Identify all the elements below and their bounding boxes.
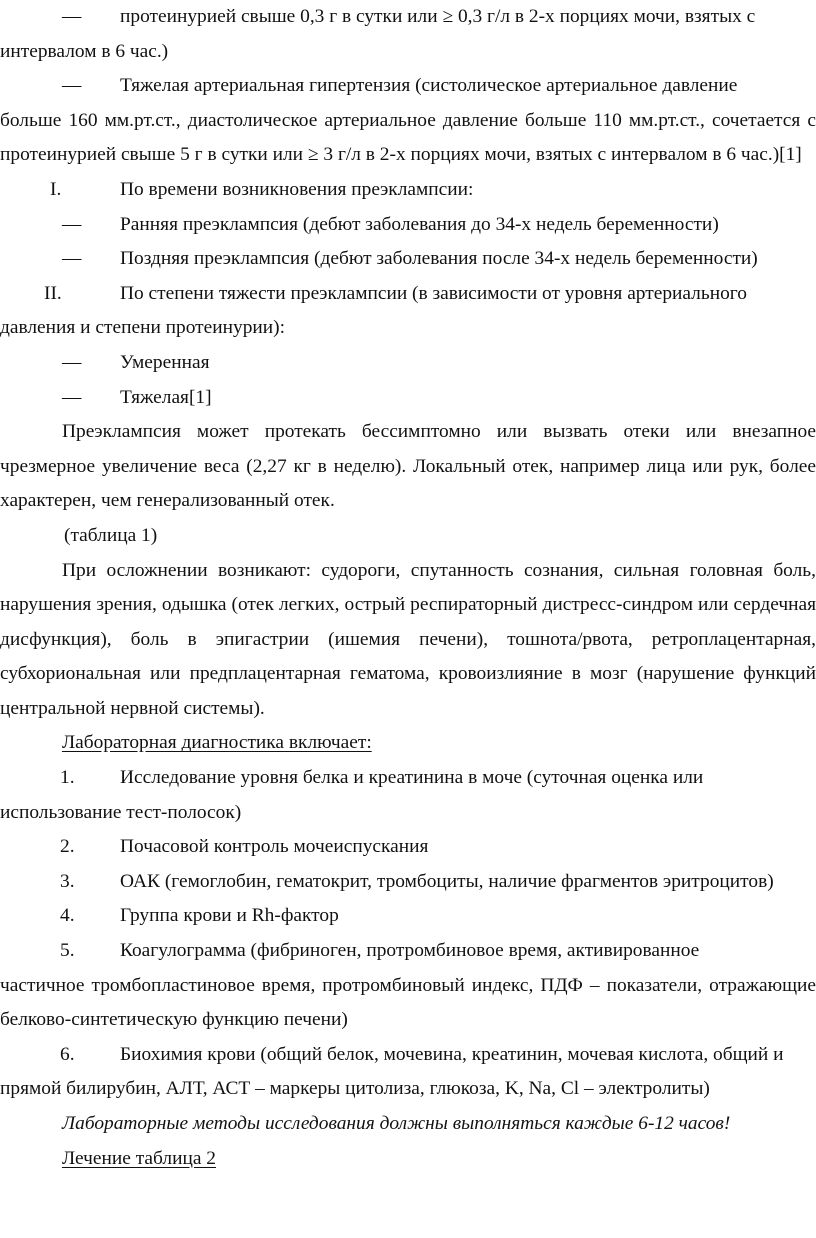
list-item-text: Почасовой контроль мочеиспускания xyxy=(120,836,429,858)
list-item-text: ОАК (гемоглобин, гематокрит, тромбоциты, наличие фрагментов эритроцитов) xyxy=(120,870,774,892)
dash-list-item xyxy=(0,242,816,277)
list-item-text: Тяжелая артериальная гипертензия (систолическое артериальное давление xyxy=(120,75,738,97)
list-item-text: Группа крови и Rh-фактор xyxy=(120,905,339,927)
number-marker: 4. xyxy=(60,905,75,927)
dash-list-item xyxy=(0,346,816,381)
lab-list-item xyxy=(0,899,816,934)
list-item-text: Умеренная xyxy=(120,351,210,373)
list-item-text: Биохимия крови (общий белок, мочевина, креатинин, мочевая кислота, общий и xyxy=(120,1043,784,1065)
dash-marker: — xyxy=(62,213,82,235)
dash-list-item xyxy=(0,69,816,104)
list-item-continuation: частичное тромбопластиновое время, протромбиновый индекс, ПДФ – показатели, отражающие белково-синтетическую функцию печени) xyxy=(0,974,816,1031)
roman-marker: I. xyxy=(50,178,62,200)
lab-list-item xyxy=(0,830,816,865)
table-reference: (таблица 1) xyxy=(64,524,158,546)
lab-note: Лабораторные методы исследования должны выполняться каждые 6-12 часов! xyxy=(62,1113,731,1134)
list-item-text: Ранняя преэклампсия (дебют заболевания до 34-х недель беременности) xyxy=(120,213,719,235)
treatment-heading xyxy=(0,1142,816,1177)
roman-marker: II. xyxy=(44,282,62,304)
number-marker: 2. xyxy=(60,836,75,858)
list-item-text: Тяжелая[1] xyxy=(120,386,212,408)
list-item-text: Исследование уровня белка и креатинина в моче (суточная оценка или xyxy=(120,767,704,789)
lab-list-item xyxy=(0,934,816,969)
lab-list-item xyxy=(0,865,816,900)
paragraph-complications: При осложнении возникают: судороги, спутанность сознания, сильная головная боль, нарушения зрения, одышка (отек легких, острый респираторный дистресс-синдром или сердечная дисфункция), боль в эпигастрии (ишемия печени), тошнота/рвота, ретроплацентарная, субхориональная или предплацентарная гематома, кровоизлияние в мозг (нарушение функций центральной нервной системы). xyxy=(0,559,816,719)
lab-list-item xyxy=(0,761,816,796)
roman-list-item xyxy=(0,173,816,208)
list-item-continuation: прямой билирубин, АЛТ, АСТ – маркеры цитолиза, глюкоза, K, Na, Cl – электролиты) xyxy=(0,1078,710,1100)
list-item-text: Коагулограмма (фибриноген, протромбиновое время, активированное xyxy=(120,940,700,962)
number-marker: 5. xyxy=(60,940,75,962)
list-item-text: По времени возникновения преэклампсии: xyxy=(120,178,474,200)
dash-marker: — xyxy=(62,351,82,373)
dash-marker: — xyxy=(62,75,82,97)
list-item-text: По степени тяжести преэклампсии (в зависимости от уровня артериального xyxy=(120,282,747,304)
dash-list-item xyxy=(0,208,816,243)
dash-list-item xyxy=(0,0,816,35)
list-item-continuation: больше 160 мм.рт.ст., диастолическое артериальное давление больше 110 мм.рт.ст., сочетается с протеинурией свыше 5 г в сутки или ≥ 3 г/л в 2-х порциях мочи, взятых с интервалом в 6 час.)[1] xyxy=(0,109,816,166)
roman-list-item xyxy=(0,277,816,312)
lab-list-item xyxy=(0,1038,816,1073)
paragraph-preeclampsia-symptoms: Преэклампсия может протекать бессимптомно или вызвать отеки или внезапное чрезмерное увеличение веса (2,27 кг в неделю). Локальный отек, например лица или рук, более характерен, чем генерализованный отек. xyxy=(0,421,816,512)
number-marker: 6. xyxy=(60,1043,75,1065)
dash-marker: — xyxy=(62,6,82,27)
list-item-continuation: интервалом в 6 час.) xyxy=(0,40,169,62)
number-marker: 3. xyxy=(60,870,75,892)
dash-marker: — xyxy=(62,248,82,270)
number-marker: 1. xyxy=(60,767,75,789)
list-item-text: протеинурией свыше 0,3 г в сутки или ≥ 0,3 г/л в 2-х порциях мочи, взятых с xyxy=(120,6,756,27)
list-item-continuation: давления и степени протеинурии): xyxy=(0,317,286,339)
lab-heading xyxy=(0,726,816,761)
dash-list-item xyxy=(0,381,816,416)
treatment-heading-text: Лечение таблица 2 xyxy=(62,1147,216,1169)
lab-heading-text: Лабораторная диагностика включает: xyxy=(62,732,372,754)
dash-marker: — xyxy=(62,386,82,408)
list-item-continuation: использование тест-полосок) xyxy=(0,801,242,823)
list-item-text: Поздняя преэклампсия (дебют заболевания после 34-х недель беременности) xyxy=(120,248,758,270)
